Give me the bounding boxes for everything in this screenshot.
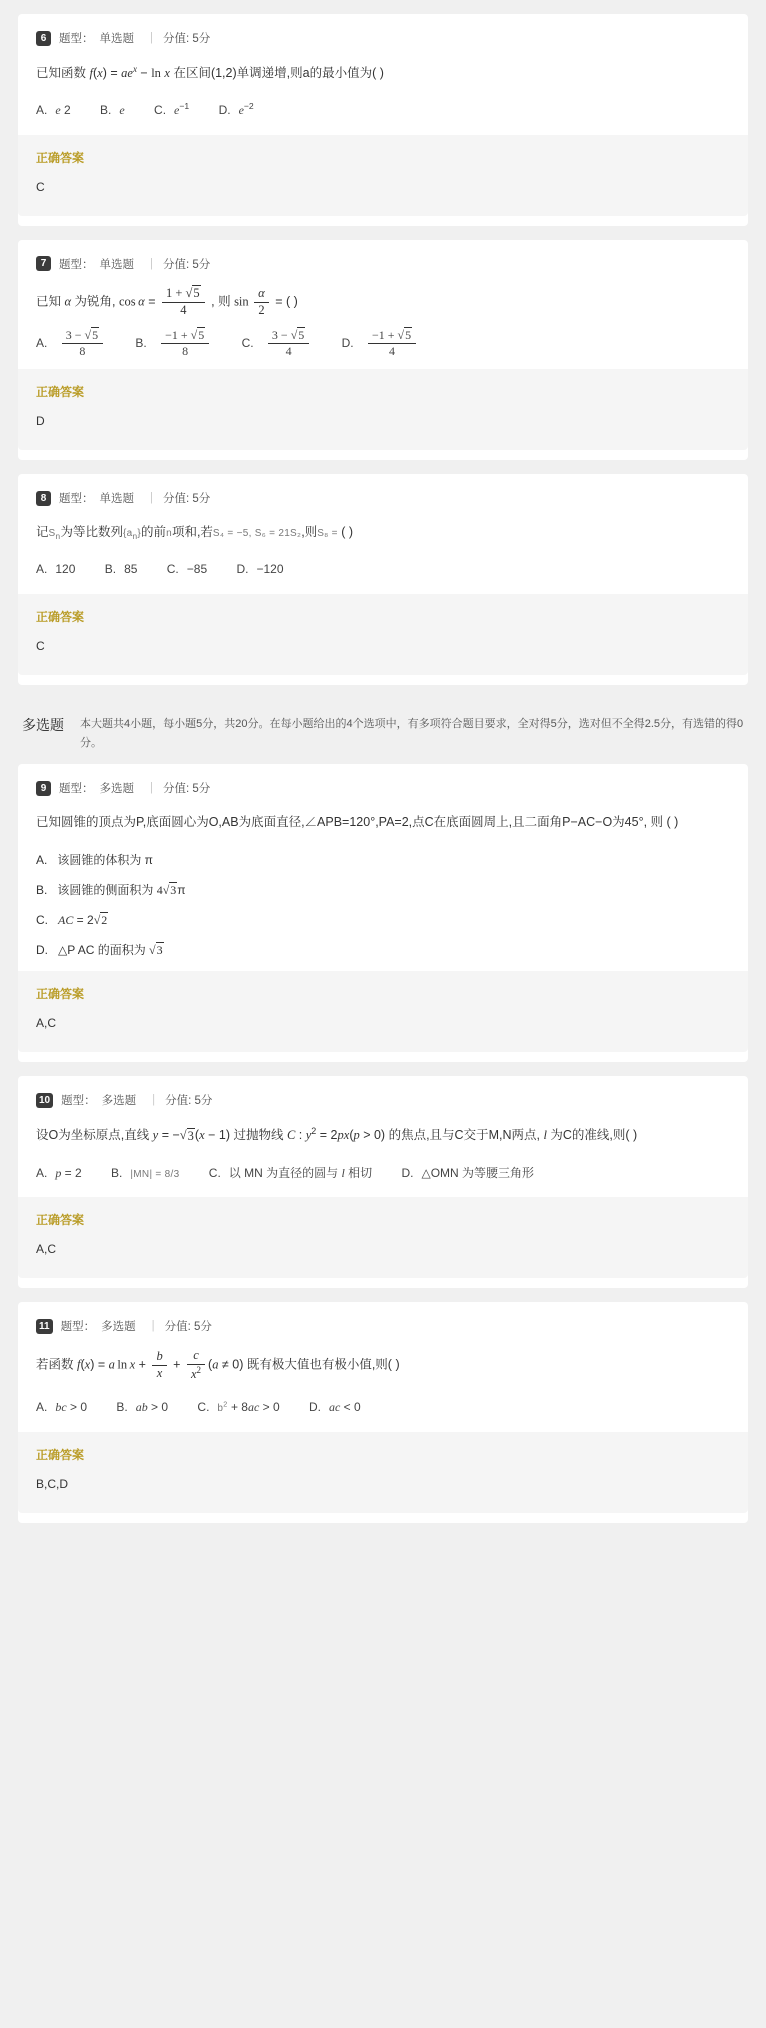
question-header [36,1318,730,1334]
question-number: 7 [36,256,51,271]
option-b[interactable]: B. 85 [104,562,138,577]
section-title: 多选题 [22,717,64,733]
answer-value: A,C [36,1016,57,1031]
section-header [18,699,748,764]
question-card [18,474,748,685]
option-d[interactable]: D. −120 [236,562,284,577]
question-number: 8 [36,491,51,506]
answer-title: 正确答案 [36,610,85,624]
question-type-label: 题型： [59,783,94,796]
question-stem: 若函数 f(x) = a ln x + $\frac{b}{x}$ + $\frac{c}{x^2}$ (a ≠ 0) 既有极大值也有极小值,则( ) [36,1348,400,1382]
question-stem: 已知 α 为锐角, cos α = $\frac{1 + √5}{4}$ , 则 sin $\frac{\alpha}{2}$ = ( ) [36,285,298,317]
question-header [36,1092,730,1108]
option-b[interactable]: B. $\frac{-1 + √5}{8}$ [135,328,212,359]
answer-title: 正确答案 [36,150,85,165]
question-stem: 已知圆锥的顶点为P,底面圆心为O,AB为底面直径,∠APB=120°,PA=2,点C在底面圆周上,且二面角P−AC−O为45°, 则 ( ) [36,815,679,830]
question-options [36,1393,730,1426]
question-header [36,30,730,46]
question-type-label: 题型： [61,1095,96,1108]
answer-value: C [36,179,45,194]
question-type-value: 多选题 [99,783,134,796]
answer-box [18,369,748,450]
option-a[interactable]: A. e 2 [36,103,71,118]
question-card [18,1302,748,1522]
answer-title: 正确答案 [36,385,85,400]
option-a[interactable]: A. 该圆锥的体积为 π [36,853,153,868]
header-separator: | [150,782,153,795]
question-type-label: 题型： [60,1321,96,1334]
answer-title: 正确答案 [36,987,85,1002]
header-separator: | [150,32,153,44]
question-card [18,1076,748,1288]
question-number: 10 [36,1093,53,1108]
question-type-label: 题型： [59,258,94,271]
question-type-value: 单选题 [99,258,134,271]
header-separator: | [152,1094,156,1107]
question-score: 分值: 5分 [163,493,211,506]
question-options [36,1159,730,1192]
question-score: 分值: 5分 [164,1321,212,1334]
option-d[interactable]: D. $\frac{-1 + √5}{4}$ [342,328,419,359]
option-b[interactable]: B. |MN| = 8/3 [111,1165,180,1180]
question-type-label: 题型： [59,33,94,45]
option-a[interactable]: A. p = 2 [36,1165,82,1180]
option-b[interactable]: B. e [100,103,125,118]
question-stem: 记$S_n$为等比数列$\{a_n\}$的前n项和,若S₄ = −5, S₆ = 21S₂,则S₈ = ( ) [36,525,354,542]
question-card [18,764,748,1062]
question-number: 11 [36,1319,53,1334]
question-stem: 设O为坐标原点,直线 y = −√3(x − 1) 过抛物线 C : $y^2 = 2px(p > 0)$ 的焦点,且与C交于M,N两点, l 为C的准线,则( ) [36,1126,638,1143]
answer-box [18,135,748,216]
answer-value: D [36,414,45,429]
question-card [18,14,748,226]
option-c[interactable]: C. AC = 2√2 [36,913,108,928]
answer-box [18,1432,748,1513]
answer-box [18,971,748,1052]
question-card [18,240,748,460]
option-c[interactable]: C. 以 MN 为直径的圆与 l 相切 [208,1165,373,1180]
option-d[interactable]: D. △P AC 的面积为 √3 [36,943,163,958]
header-separator: | [150,257,153,270]
option-d[interactable]: D. ac < 0 [309,1399,361,1414]
answer-title: 正确答案 [36,1213,85,1228]
question-header [36,490,730,506]
answer-box [18,594,748,675]
question-options [36,555,730,588]
question-stem: 已知函数 $f(x) = ae^x - \ln x$ 在区间(1,2)单调递增,则a的最小值为( ) [36,64,384,81]
option-d[interactable]: D. $e^{-2}$ [218,101,254,118]
question-type-label: 题型： [59,493,94,506]
question-options [36,96,730,129]
option-d[interactable]: D. △OMN 为等腰三角形 [401,1165,535,1180]
question-score: 分值: 5分 [163,33,211,45]
question-header [36,256,730,272]
option-b[interactable]: B. ab > 0 [116,1399,169,1414]
answer-value: A,C [36,1242,57,1257]
option-a[interactable]: A. bc > 0 [36,1399,88,1414]
option-c[interactable]: C. $e^{-1}$ [154,101,190,118]
option-c[interactable]: C. $\frac{3 - √5}{4}$ [242,328,313,359]
option-a[interactable]: A. 120 [36,562,76,577]
option-b[interactable]: B. 该圆锥的侧面积为 4√3π [36,883,186,898]
question-type-value: 单选题 [99,493,134,506]
question-number: 9 [36,781,51,796]
header-separator: | [151,1320,155,1333]
question-header [36,780,730,796]
answer-box [18,1197,748,1278]
answer-value: C [36,639,45,653]
option-a[interactable]: A. $\frac{3 - √5}{8}$ [36,328,106,359]
question-type-value: 多选题 [101,1095,137,1108]
section-description: 本大题共4小题，每小题5分，共20分。在每小题给出的4个选项中，有多项符合题目要求，全对得5分，选对但不全得2.5分，有选错的得0分。 [80,718,744,749]
question-type-value: 多选题 [101,1321,136,1334]
question-score: 分值: 5分 [165,1095,213,1108]
option-c[interactable]: C. $b^2 + 8ac > 0$ [197,1399,280,1414]
header-separator: | [150,492,153,505]
question-score: 分值: 5分 [163,258,211,271]
question-options [36,845,730,965]
answer-title: 正确答案 [36,1447,85,1462]
question-number: 6 [36,31,51,46]
answer-value: B,C,D [36,1476,69,1491]
question-type-value: 单选题 [99,33,134,45]
question-score: 分值: 5分 [163,783,211,796]
question-options [36,328,730,363]
option-c[interactable]: C. −85 [166,562,208,577]
